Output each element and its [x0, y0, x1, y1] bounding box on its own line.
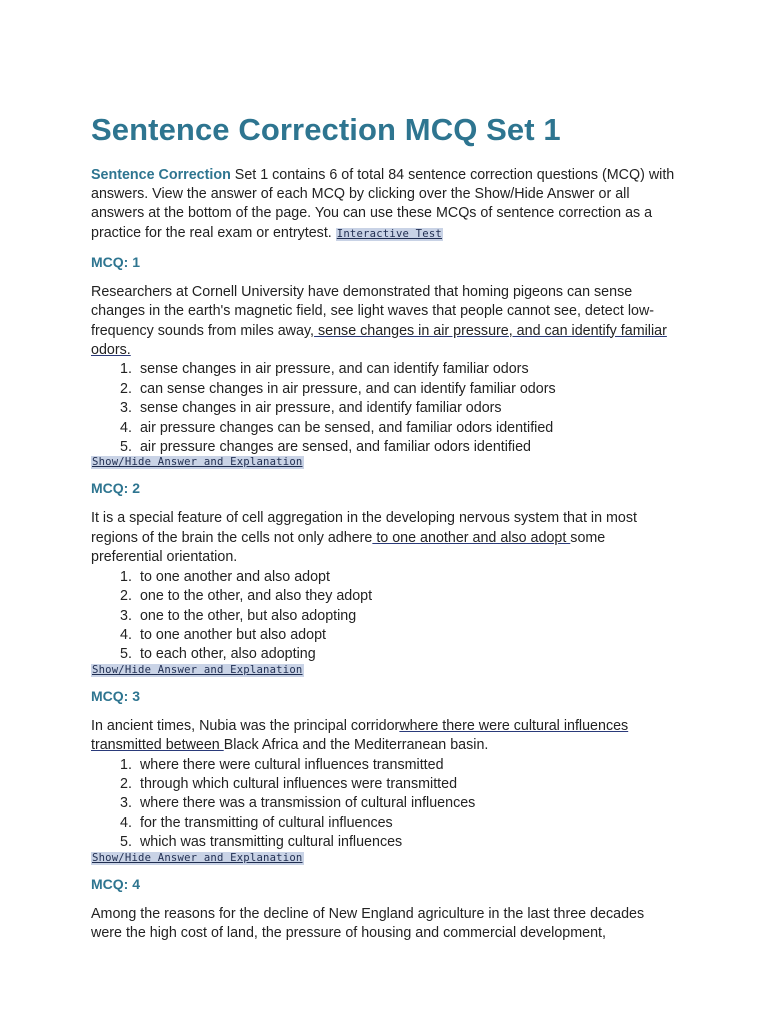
interactive-test-button[interactable]: Interactive Test	[336, 227, 442, 240]
option-item	[120, 399, 678, 418]
option-number: 3.	[120, 795, 132, 812]
mcq-title: MCQ: 4	[91, 875, 140, 892]
option-number: 3.	[120, 607, 132, 624]
option-number: 2.	[120, 775, 132, 792]
option-text: where there was a transmission of cultural influences	[139, 795, 476, 812]
option-number: 5.	[120, 439, 132, 456]
option-item	[120, 814, 678, 833]
option-text: sense changes in air pressure, and can identify familiar odors	[139, 361, 529, 378]
mcq-section-2	[91, 478, 678, 676]
question-underlined: to one another and also adopt	[372, 529, 571, 546]
option-text: to one another and also adopt	[139, 568, 330, 585]
question-text	[91, 283, 678, 361]
option-number: 3.	[120, 400, 132, 417]
option-item	[120, 360, 678, 379]
option-item	[120, 380, 678, 399]
options-list	[91, 756, 678, 853]
option-item	[120, 775, 678, 794]
mcq-title: MCQ: 3	[91, 687, 140, 704]
option-item	[120, 587, 678, 606]
show-hide-answer-button[interactable]: Show/Hide Answer and Explanation	[92, 663, 303, 676]
show-hide-answer-button[interactable]: Show/Hide Answer and Explanation	[92, 456, 303, 469]
option-item	[120, 568, 678, 587]
option-item	[120, 626, 678, 645]
option-number: 4.	[120, 419, 132, 436]
option-text: air pressure changes are sensed, and familiar odors identified	[139, 439, 531, 456]
show-hide-answer-button[interactable]: Show/Hide Answer and Explanation	[92, 851, 303, 864]
mcq-title: MCQ: 2	[91, 480, 140, 497]
intro-lead: Sentence Correction	[91, 167, 231, 183]
option-item	[120, 794, 678, 813]
question-before: Researchers at Cornell University have demonstrated that homing pigeons can sense changes in the earth's magnetic field, see light waves that people cannot see, detect low-frequency sounds from miles away,	[91, 283, 655, 339]
option-number: 4.	[120, 626, 132, 643]
question-text	[91, 509, 678, 567]
question-after: some preferential orientation.	[91, 529, 606, 566]
option-number: 1.	[120, 756, 132, 773]
option-text: where there were cultural influences transmitted	[139, 756, 444, 773]
option-item	[120, 607, 678, 626]
options-list	[91, 360, 678, 457]
option-number: 1.	[120, 568, 132, 585]
intro-paragraph	[91, 166, 678, 243]
option-text: can sense changes in air pressure, and can identify familiar odors	[139, 380, 556, 397]
option-number: 1.	[120, 361, 132, 378]
option-number: 2.	[120, 380, 132, 397]
option-item	[120, 756, 678, 775]
option-text: air pressure changes can be sensed, and familiar odors identified	[139, 419, 554, 436]
question-text	[91, 717, 678, 756]
question-underlined: sense changes in air pressure, and can identify familiar odors.	[91, 322, 667, 359]
mcq-title: MCQ: 1	[91, 253, 140, 270]
intro-text: Set 1 contains 6 of total 84 sentence correction questions (MCQ) with answers. View the answer of each MCQ by clicking over the Show/Hide Answer or all answers at the bottom of the page. You can use these MCQs of sentence correction as a practice for the real exam or entrytest.	[91, 167, 675, 241]
option-item	[120, 419, 678, 438]
option-text: to each other, also adopting	[139, 646, 316, 663]
page-title: Sentence Correction MCQ Set 1	[91, 112, 561, 147]
question-before: Among the reasons for the decline of New England agriculture in the last three decades were the high cost of land, the pressure of housing and commercial development,	[91, 905, 645, 941]
option-text: sense changes in air pressure, and identify familiar odors	[139, 400, 502, 417]
option-text: through which cultural influences were transmitted	[139, 775, 458, 792]
option-text: which was transmitting cultural influences	[139, 834, 403, 851]
question-underlined: where there were cultural influences transmitted between	[91, 717, 629, 754]
question-after: Black Africa and the Mediterranean basin.	[223, 737, 489, 754]
option-number: 4.	[120, 814, 132, 831]
question-before: In ancient times, Nubia was the principal corridor	[91, 717, 400, 734]
option-number: 5.	[120, 834, 132, 851]
option-text: one to the other, and also they adopt	[139, 588, 373, 605]
mcq-section-3	[91, 686, 678, 865]
option-number: 2.	[120, 588, 132, 605]
question-before: It is a special feature of cell aggregation in the developing nervous system that in most regions of the brain the cells not only adhere	[91, 510, 637, 546]
question-text	[91, 905, 678, 944]
option-number: 5.	[120, 646, 132, 663]
option-text: one to the other, but also adopting	[139, 607, 357, 624]
option-text: to one another but also adopt	[139, 626, 326, 643]
options-list	[91, 568, 678, 665]
mcq-section-1	[91, 252, 678, 470]
mcq-section-4	[91, 874, 678, 944]
option-text: for the transmitting of cultural influences	[139, 814, 393, 831]
